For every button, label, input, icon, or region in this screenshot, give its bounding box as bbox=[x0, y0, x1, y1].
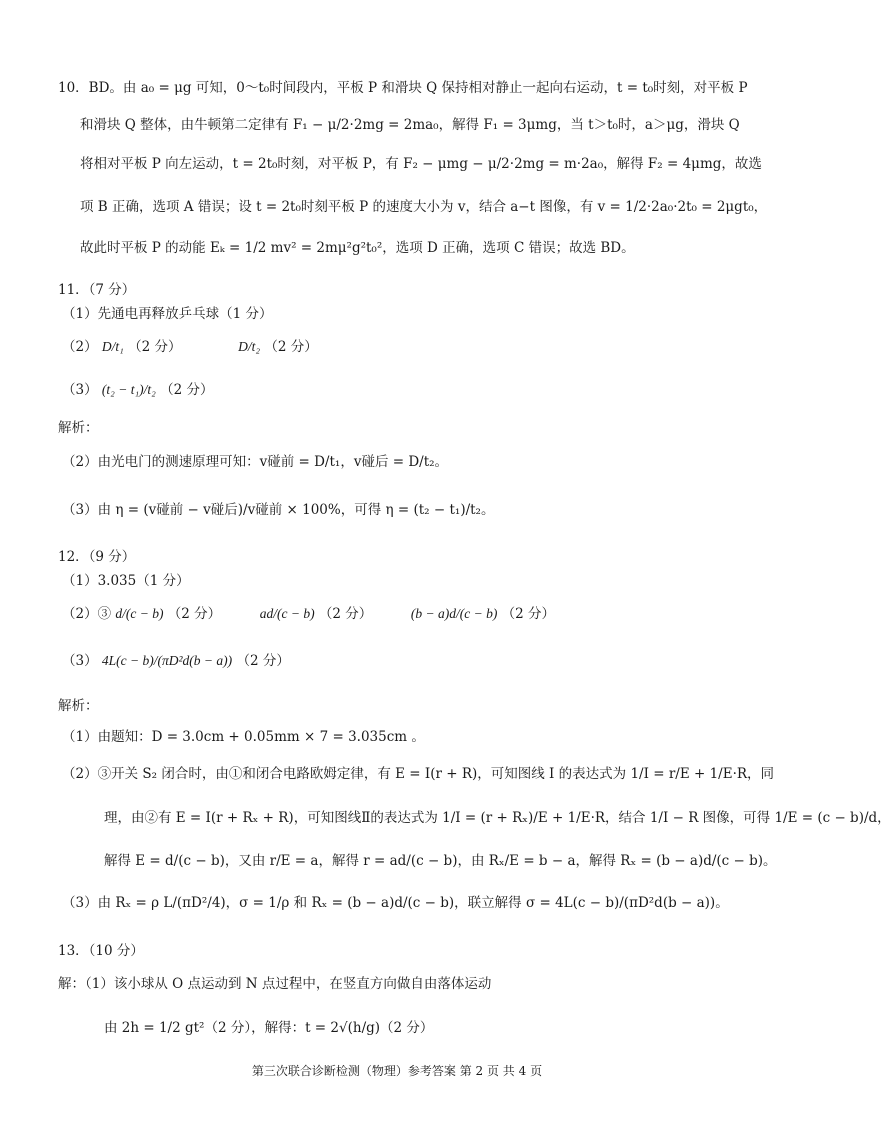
q10-line-4: 项 B 正确，选项 A 错误；设 t = 2t₀时刻平板 P 的速度大小为 v，结合 a−t 图像，有 v = 1/2·2a₀·2t₀ = 2μgt₀， bbox=[80, 199, 768, 215]
q12-a3-score: （2 分） bbox=[236, 653, 290, 669]
q11-answer-3 bbox=[62, 380, 214, 400]
q11-a3-score: （2 分） bbox=[160, 382, 214, 398]
q12-a2-score-2: （2 分） bbox=[318, 606, 373, 622]
q11-answer-1: （1）先通电再释放乒乓球（1 分） bbox=[62, 306, 273, 322]
q12-analysis-label: 解析： bbox=[58, 698, 99, 714]
q12-a2-formula-2: ad/(c − b) bbox=[259, 606, 315, 621]
q10-line-5: 故此时平板 P 的动能 Eₖ = 1/2 mv² = 2mμ²g²t₀²，选项 D 正确，选项 C 错误；故选 BD。 bbox=[80, 240, 635, 256]
q11-a2-score-1: （2 分） bbox=[128, 339, 182, 355]
q12-answer-3 bbox=[62, 651, 290, 671]
q12-explain-2b: 理，由②有 E = I(r + Rₓ + R)，可知图线Ⅱ的表达式为 1/I = (r + Rₓ)/E + 1/E·R，结合 1/I − R 图像，可得 1/E = (c − b)/d， bbox=[104, 810, 891, 826]
q11-a2-formula-1: D/t₁ bbox=[101, 339, 124, 354]
q12-a3-formula: 4L(c − b)/(πD²d(b − a)) bbox=[101, 653, 233, 668]
q12-answer-1: （1）3.035（1 分） bbox=[62, 573, 190, 589]
q11-a2-score-2: （2 分） bbox=[264, 339, 318, 355]
q11-explain-2: （2）由光电门的测速原理可知：v碰前 = D/t₁，v碰后 = D/t₂。 bbox=[62, 454, 449, 470]
page-footer: 第三次联合诊断检测（物理）参考答案 第 2 页 共 4 页 bbox=[251, 1064, 543, 1078]
q12-explain-2a: （2）③开关 S₂ 闭合时，由①和闭合电路欧姆定律，有 E = I(r + R)，可知图线 Ⅰ 的表达式为 1/I = r/E + 1/E·R，同 bbox=[62, 766, 775, 782]
q12-explain-2c: 解得 E = d/(c − b)，又由 r/E = a，解得 r = ad/(c − b)，由 Rₓ/E = b − a，解得 Rₓ = (b − a)d/(c − b)。 bbox=[104, 853, 777, 869]
q12-explain-1: （1）由题知：D = 3.0cm + 0.05mm × 7 = 3.035cm 。 bbox=[62, 729, 425, 745]
q12-a2-score-3: （2 分） bbox=[501, 606, 556, 622]
q12-a3-label: （3） bbox=[62, 653, 98, 669]
q12-a2-label: （2）③ bbox=[62, 606, 112, 622]
q11-a3-formula: (t₂ − t₁)/t₂ bbox=[101, 382, 156, 397]
q10-line-1: 10．BD。由 a₀ = μg 可知，0～t₀时间段内，平板 P 和滑块 Q 保持相对静止一起向右运动，t = t₀时刻，对平板 P bbox=[58, 80, 748, 96]
q11-heading: 11．（7 分） bbox=[58, 282, 136, 298]
q11-analysis-label: 解析： bbox=[58, 420, 99, 436]
q11-a2-label: （2） bbox=[62, 339, 98, 355]
q11-a2-formula-2: D/t₂ bbox=[238, 339, 261, 354]
q12-answer-2 bbox=[62, 604, 555, 624]
q13-heading: 13．（10 分） bbox=[58, 943, 144, 959]
q12-a2-score-1: （2 分） bbox=[167, 606, 222, 622]
q12-heading: 12．（9 分） bbox=[58, 549, 136, 565]
q11-a3-label: （3） bbox=[62, 382, 98, 398]
q11-explain-3: （3）由 η = (v碰前 − v碰后)/v碰前 × 100%，可得 η = (t₂ − t₁)/t₂。 bbox=[62, 502, 495, 518]
q12-explain-3: （3）由 Rₓ = ρ L/(πD²/4)，σ = 1/ρ 和 Rₓ = (b − a)d/(c − b)，联立解得 σ = 4L(c − b)/(πD²d(b − a))。 bbox=[62, 895, 729, 911]
q11-answer-2 bbox=[62, 337, 318, 357]
q10-line-3: 将相对平板 P 向左运动，t = 2t₀时刻，对平板 P，有 F₂ − μmg − μ/2·2mg = m·2a₀，解得 F₂ = 4μmg，故选 bbox=[80, 156, 762, 172]
q10-line-2: 和滑块 Q 整体，由牛顿第二定律有 F₁ − μ/2·2mg = 2ma₀，解得 F₁ = 3μmg，当 t＞t₀时，a＞μg，滑块 Q bbox=[80, 117, 740, 133]
q12-a2-formula-3: (b − a)d/(c − b) bbox=[410, 606, 498, 621]
q13-explain-2: 由 2h = 1/2 gt²（2 分），解得：t = 2√(h/g)（2 分） bbox=[104, 1020, 434, 1036]
q12-a2-formula-1: d/(c − b) bbox=[115, 606, 164, 621]
q13-explain-1: 解：（1）该小球从 O 点运动到 N 点过程中，在竖直方向做自由落体运动 bbox=[58, 976, 492, 992]
